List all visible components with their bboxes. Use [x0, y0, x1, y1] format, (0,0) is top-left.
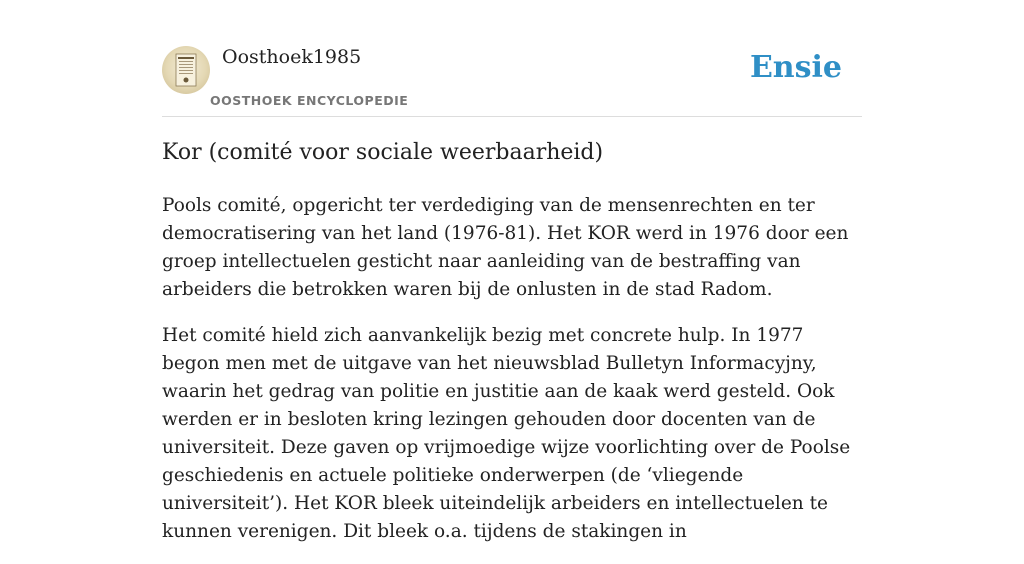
article-title: Kor (comité voor sociale weerbaarheid)	[162, 140, 604, 165]
username[interactable]: Oosthoek1985	[222, 46, 362, 68]
article-paragraph: Het comité hield zich aanvankelijk bezig met concrete hulp. In 1977 begon men met de uitgave van het nieuwsblad Bulletyn Informacyjny, waarin het gedrag van politie en justitie aan de kaak werd gesteld. Ook werden er in besloten kring lezingen gehouden door docenten van de universiteit. Deze gaven op vrijmoedige wijze voorlichting over de Poolse geschiedenis en actuele politieke onderwerpen (de ‘vliegende universiteit’). Het KOR bleek uiteindelijk arbeiders en intellectuelen te kunnen verenigen. Dit bleek o.a. tijdens de stakingen in	[162, 325, 851, 542]
encyclopedia-cover-icon	[162, 46, 210, 94]
source-label: OOSTHOEK ENCYCLOPEDIE	[210, 93, 409, 108]
avatar[interactable]	[162, 46, 210, 94]
article-paragraph: Pools comité, opgericht ter verdediging van de mensenrechten en ter democratisering van het land (1976-81). Het KOR werd in 1976 door een groep intellectuelen gesticht naar aanleiding van de bestraffing van arbeiders die betrokken waren bij de onlusten in de stad Radom.	[162, 195, 849, 300]
header	[162, 44, 862, 117]
article-body	[162, 192, 862, 564]
brand-logo[interactable]: Ensie	[749, 50, 842, 85]
